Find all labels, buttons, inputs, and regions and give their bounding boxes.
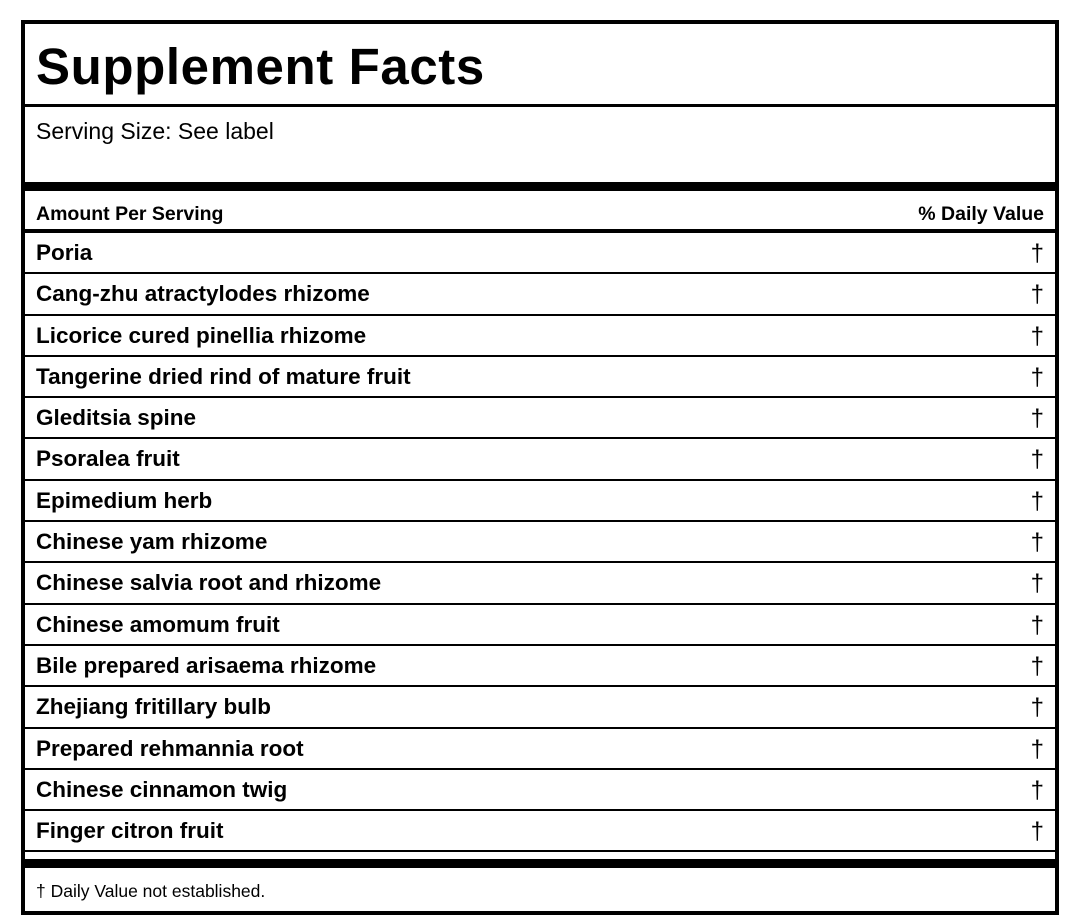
ingredient-name: Zhejiang fritillary bulb (36, 694, 272, 720)
ingredient-row (25, 233, 1055, 274)
daily-value-mark: † (1030, 776, 1044, 804)
ingredient-name: Licorice cured pinellia rhizome (36, 322, 367, 348)
title-row (25, 24, 1055, 104)
ingredient-name: Poria (36, 240, 93, 265)
ingredient-name: Chinese salvia root and rhizome (36, 570, 382, 596)
daily-value-mark: † (1030, 405, 1044, 433)
ingredient-name: Epimedium herb (36, 487, 213, 513)
daily-value-mark: † (1030, 735, 1044, 763)
daily-value-mark: † (1030, 363, 1044, 391)
daily-value-mark: † (1030, 529, 1044, 557)
ingredient-name: Tangerine dried rind of mature fruit (36, 363, 411, 389)
daily-value-mark: † (1030, 446, 1044, 474)
ingredient-name: Psoralea fruit (36, 446, 180, 472)
ingredient-row (25, 605, 1055, 646)
thick-divider-bottom (25, 859, 1055, 868)
ingredient-list (25, 233, 1055, 852)
panel-title: Supplement Facts (36, 38, 485, 95)
serving-size: Serving Size: See label (36, 118, 274, 144)
ingredient-row (25, 274, 1055, 315)
ingredient-name: Cang-zhu atractylodes rhizome (36, 281, 370, 307)
ingredient-row (25, 481, 1055, 522)
ingredient-row (25, 770, 1055, 811)
ingredient-name: Bile prepared arisaema rhizome (36, 652, 377, 678)
ingredient-name: Prepared rehmannia root (36, 735, 304, 761)
ingredient-row (25, 646, 1055, 687)
ingredient-row (25, 811, 1055, 852)
daily-value-mark: † (1030, 322, 1044, 350)
ingredient-row (25, 357, 1055, 398)
ingredient-row (25, 522, 1055, 563)
amount-per-serving-header: Amount Per Serving (36, 203, 224, 225)
ingredient-name: Chinese cinnamon twig (36, 776, 288, 802)
ingredient-name: Finger citron fruit (36, 818, 224, 844)
ingredient-row (25, 729, 1055, 770)
daily-value-mark: † (1030, 487, 1044, 515)
daily-value-mark: † (1030, 240, 1044, 267)
column-header-row (25, 196, 1055, 230)
daily-value-mark: † (1030, 570, 1044, 598)
ingredient-name: Chinese yam rhizome (36, 529, 268, 555)
daily-value-mark: † (1030, 611, 1044, 639)
daily-value-mark: † (1030, 652, 1044, 680)
supplement-facts-panel (21, 20, 1059, 915)
ingredient-name: Gleditsia spine (36, 405, 197, 431)
daily-value-header: % Daily Value (918, 203, 1044, 225)
ingredient-name: Chinese amomum fruit (36, 611, 280, 637)
ingredient-row (25, 563, 1055, 604)
daily-value-mark: † (1030, 694, 1044, 722)
footnote: † Daily Value not established. (36, 881, 266, 901)
ingredient-row (25, 687, 1055, 728)
ingredient-row (25, 398, 1055, 439)
title-divider (25, 104, 1055, 107)
daily-value-mark: † (1030, 818, 1044, 846)
ingredient-row (25, 439, 1055, 480)
ingredient-row (25, 316, 1055, 357)
thick-divider-top (25, 182, 1055, 191)
daily-value-mark: † (1030, 281, 1044, 309)
